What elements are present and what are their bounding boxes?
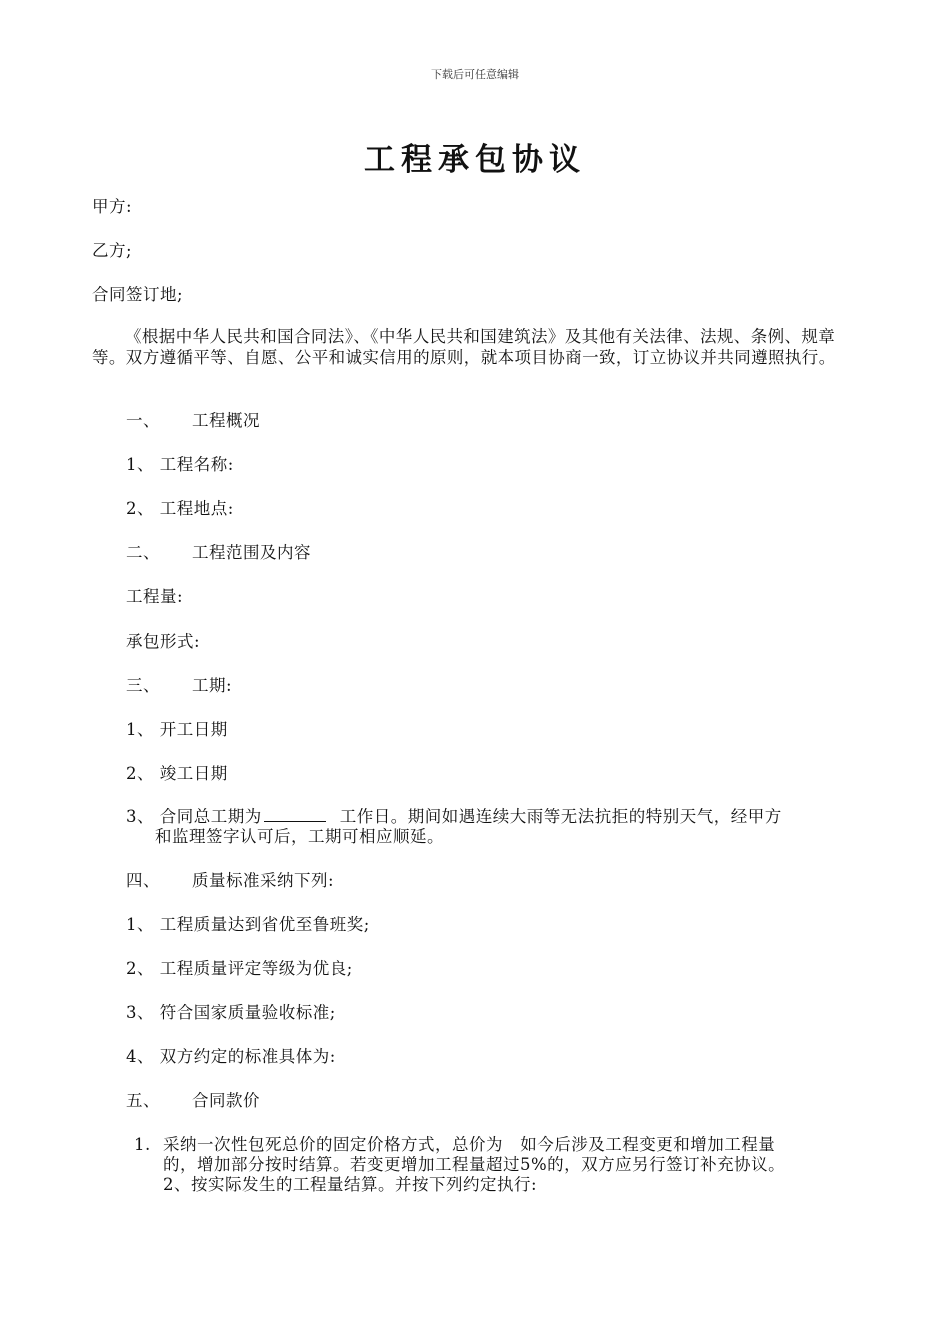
section-3-title: 工期: <box>192 676 233 695</box>
list-item: 4、 双方约定的标准具体为: <box>126 1047 336 1066</box>
section-5-title: 合同款价 <box>192 1091 260 1110</box>
duration-blank <box>264 807 326 822</box>
duration-prefix: 3、 合同总工期为 <box>126 807 262 826</box>
list-item: 2、 工程质量评定等级为优良; <box>126 959 353 978</box>
list-item-number: 1. <box>134 1135 151 1154</box>
list-item: 2、 竣工日期 <box>126 764 228 783</box>
list-item: 1、 开工日期 <box>126 720 228 739</box>
list-item: 工程量: <box>126 587 184 606</box>
price-clause-line-3: 2、按实际发生的工程量结算。并按下列约定执行: <box>163 1175 538 1194</box>
list-item: 3、 符合国家质量验收标准; <box>126 1003 336 1022</box>
party-a-label: 甲方: <box>92 197 133 216</box>
document-title: 工程承包协议 <box>364 142 586 178</box>
list-item-continuation: 和监理签字认可后，工期可相应顺延。 <box>155 827 444 846</box>
intro-paragraph: 《根据中华人民共和国合同法》、《中华人民共和国建筑法》及其他有关法律、法规、条例、规章等。双方遵循平等、自愿、公平和诚实信用的原则，就本项目协商一致，订立协议并共同遵照执行。 <box>92 327 836 367</box>
section-4-number: 四、 <box>126 871 160 890</box>
section-2-title: 工程范围及内容 <box>192 543 311 562</box>
section-3-number: 三、 <box>126 676 160 695</box>
section-4-title: 质量标准采纳下列: <box>192 871 335 890</box>
section-5-number: 五、 <box>126 1091 160 1110</box>
list-item: 1、 工程质量达到省优至鲁班奖; <box>126 915 370 934</box>
list-item: 1、 工程名称: <box>126 455 234 474</box>
section-1-title: 工程概况 <box>192 411 260 430</box>
section-2-number: 二、 <box>126 543 160 562</box>
list-item-duration <box>126 807 782 827</box>
duration-suffix: 工作日。期间如遇连续大雨等无法抗拒的特别天气，经甲方 <box>339 807 782 826</box>
list-item: 承包形式: <box>126 632 201 651</box>
party-b-label: 乙方; <box>92 241 133 260</box>
price-clause-line-2: 的，增加部分按时结算。若变更增加工程量超过5%的，双方应另行签订补充协议。 <box>163 1155 786 1174</box>
header-note: 下载后可任意编辑 <box>431 68 519 81</box>
price-clause-line-1: 采纳一次性包死总价的固定价格方式，总价为 如今后涉及工程变更和增加工程量 <box>163 1135 776 1154</box>
sign-place-label: 合同签订地; <box>92 285 184 304</box>
list-item: 2、 工程地点: <box>126 499 234 518</box>
section-1-number: 一、 <box>126 411 160 430</box>
